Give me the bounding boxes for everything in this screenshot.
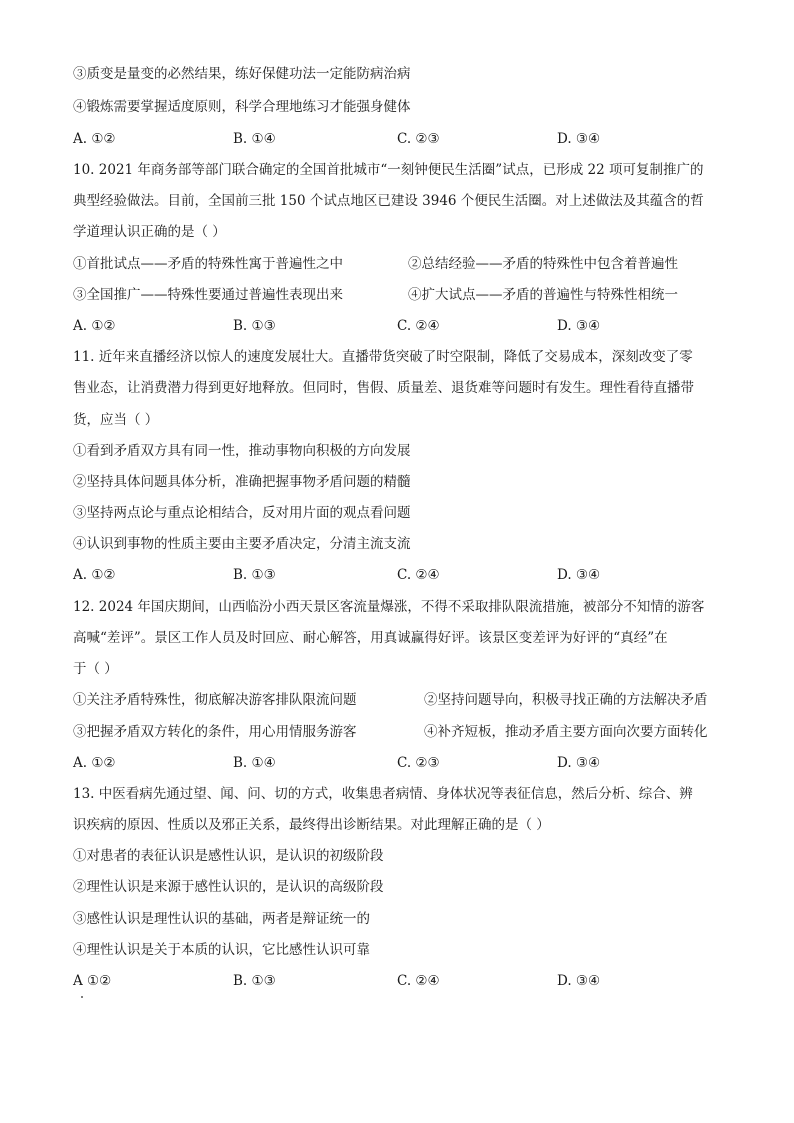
q11-option-d: D. ③④ bbox=[557, 567, 601, 583]
q10-stem-line-3: 学道理认识正确的是（ ） bbox=[73, 224, 226, 240]
q10-statement-2: ②总结经验——矛盾的特殊性中包含着普遍性 bbox=[408, 256, 678, 272]
q12-statement-3: ③把握矛盾双方转化的条件，用心用情服务游客 bbox=[73, 724, 357, 740]
q10-option-c: C. ②④ bbox=[397, 318, 440, 334]
q12-stem-line-3: 于（ ） bbox=[73, 661, 118, 677]
statement-4: ④锻炼需要掌握适度原则，科学合理地练习才能强身健体 bbox=[73, 99, 411, 115]
option-d: D. ③④ bbox=[557, 131, 601, 147]
q12-option-a: A. ①② bbox=[73, 755, 116, 771]
q10-option-d: D. ③④ bbox=[557, 318, 601, 334]
q11-stem-line-3: 货，应当（ ） bbox=[73, 412, 159, 428]
q11-statement-1: ①看到矛盾双方具有同一性，推动事物向积极的方向发展 bbox=[73, 443, 411, 459]
q11-stem-line-2: 售业态，让消费潜力得到更好地释放。但同时，售假、质量差、退货难等问题时有发生。理性看待直播带 bbox=[73, 380, 694, 396]
q13-option-b: B. ①③ bbox=[233, 973, 276, 989]
q13-option-a: A ①② bbox=[73, 973, 112, 989]
q11-statement-3: ③坚持两点论与重点论相结合，反对用片面的观点看问题 bbox=[73, 505, 411, 521]
option-b: B. ①④ bbox=[233, 131, 276, 147]
q12-stem-line-2: 高喊“差评”。景区工作人员及时回应、耐心解答，用真诚赢得好评。该景区变差评为好评的“真经”在 bbox=[73, 630, 668, 646]
q10-statement-1: ①首批试点——矛盾的特殊性寓于普遍性之中 bbox=[73, 256, 343, 272]
stray-mark bbox=[81, 996, 83, 998]
q13-statement-1: ①对患者的表征认识是感性认识，是认识的初级阶段 bbox=[73, 848, 384, 864]
q10-statement-4: ④扩大试点——矛盾的普遍性与特殊性相统一 bbox=[408, 287, 678, 303]
q10-option-a: A. ①② bbox=[73, 318, 116, 334]
option-a: A. ①② bbox=[73, 131, 116, 147]
statement-3: ③质变是量变的必然结果，练好保健功法一定能防病治病 bbox=[73, 66, 411, 82]
q11-statement-4: ④认识到事物的性质主要由主要矛盾决定，分清主流支流 bbox=[73, 536, 411, 552]
q13-option-d: D. ③④ bbox=[557, 973, 601, 989]
q13-statement-3: ③感性认识是理性认识的基础，两者是辩证统一的 bbox=[73, 911, 370, 927]
q12-stem-line-1: 12. 2024 年国庆期间，山西临汾小西天景区客流量爆涨，不得不采取排队限流措施，被部分不知情的游客 bbox=[73, 599, 705, 615]
q11-stem-line-1: 11. 近年来直播经济以惊人的速度发展壮大。直播带货突破了时空限制，降低了交易成本，深刻改变了零 bbox=[73, 349, 693, 365]
q12-option-b: B. ①④ bbox=[233, 755, 276, 771]
q10-stem-line-2: 典型经验做法。目前，全国前三批 150 个试点地区已建设 3946 个便民生活圈。对上述做法及其蕴含的哲 bbox=[73, 193, 704, 209]
option-c: C. ②③ bbox=[397, 131, 440, 147]
q12-option-d: D. ③④ bbox=[557, 755, 601, 771]
q12-statement-4: ④补齐短板，推动矛盾主要方面向次要方面转化 bbox=[424, 724, 708, 740]
q11-option-b: B. ①③ bbox=[233, 567, 276, 583]
q13-statement-2: ②理性认识是来源于感性认识的，是认识的高级阶段 bbox=[73, 879, 384, 895]
q10-option-b: B. ①③ bbox=[233, 318, 276, 334]
q12-statement-2: ②坚持问题导向，积极寻找正确的方法解决矛盾 bbox=[424, 692, 708, 708]
q12-statement-1: ①关注矛盾特殊性，彻底解决游客排队限流问题 bbox=[73, 692, 357, 708]
q11-statement-2: ②坚持具体问题具体分析，准确把握事物矛盾问题的精髓 bbox=[73, 474, 411, 490]
q10-stem-line-1: 10. 2021 年商务部等部门联合确定的全国首批城市“一刻钟便民生活圈”试点，已形成 22 项可复制推广的 bbox=[73, 162, 704, 178]
q13-stem-line-1: 13. 中医看病先通过望、闻、问、切的方式，收集患者病情、身体状况等表征信息，然后分析、综合、辨 bbox=[73, 786, 693, 802]
q10-statement-3: ③全国推广——特殊性要通过普遍性表现出来 bbox=[73, 287, 343, 303]
q13-option-c: C. ②④ bbox=[397, 973, 440, 989]
q11-option-c: C. ②④ bbox=[397, 567, 440, 583]
q11-option-a: A. ①② bbox=[73, 567, 116, 583]
q13-stem-line-2: 识疾病的原因、性质以及邪正关系，最终得出诊断结果。对此理解正确的是（ ） bbox=[73, 817, 550, 833]
q13-statement-4: ④理性认识是关于本质的认识，它比感性认识可靠 bbox=[73, 942, 370, 958]
q12-option-c: C. ②③ bbox=[397, 755, 440, 771]
